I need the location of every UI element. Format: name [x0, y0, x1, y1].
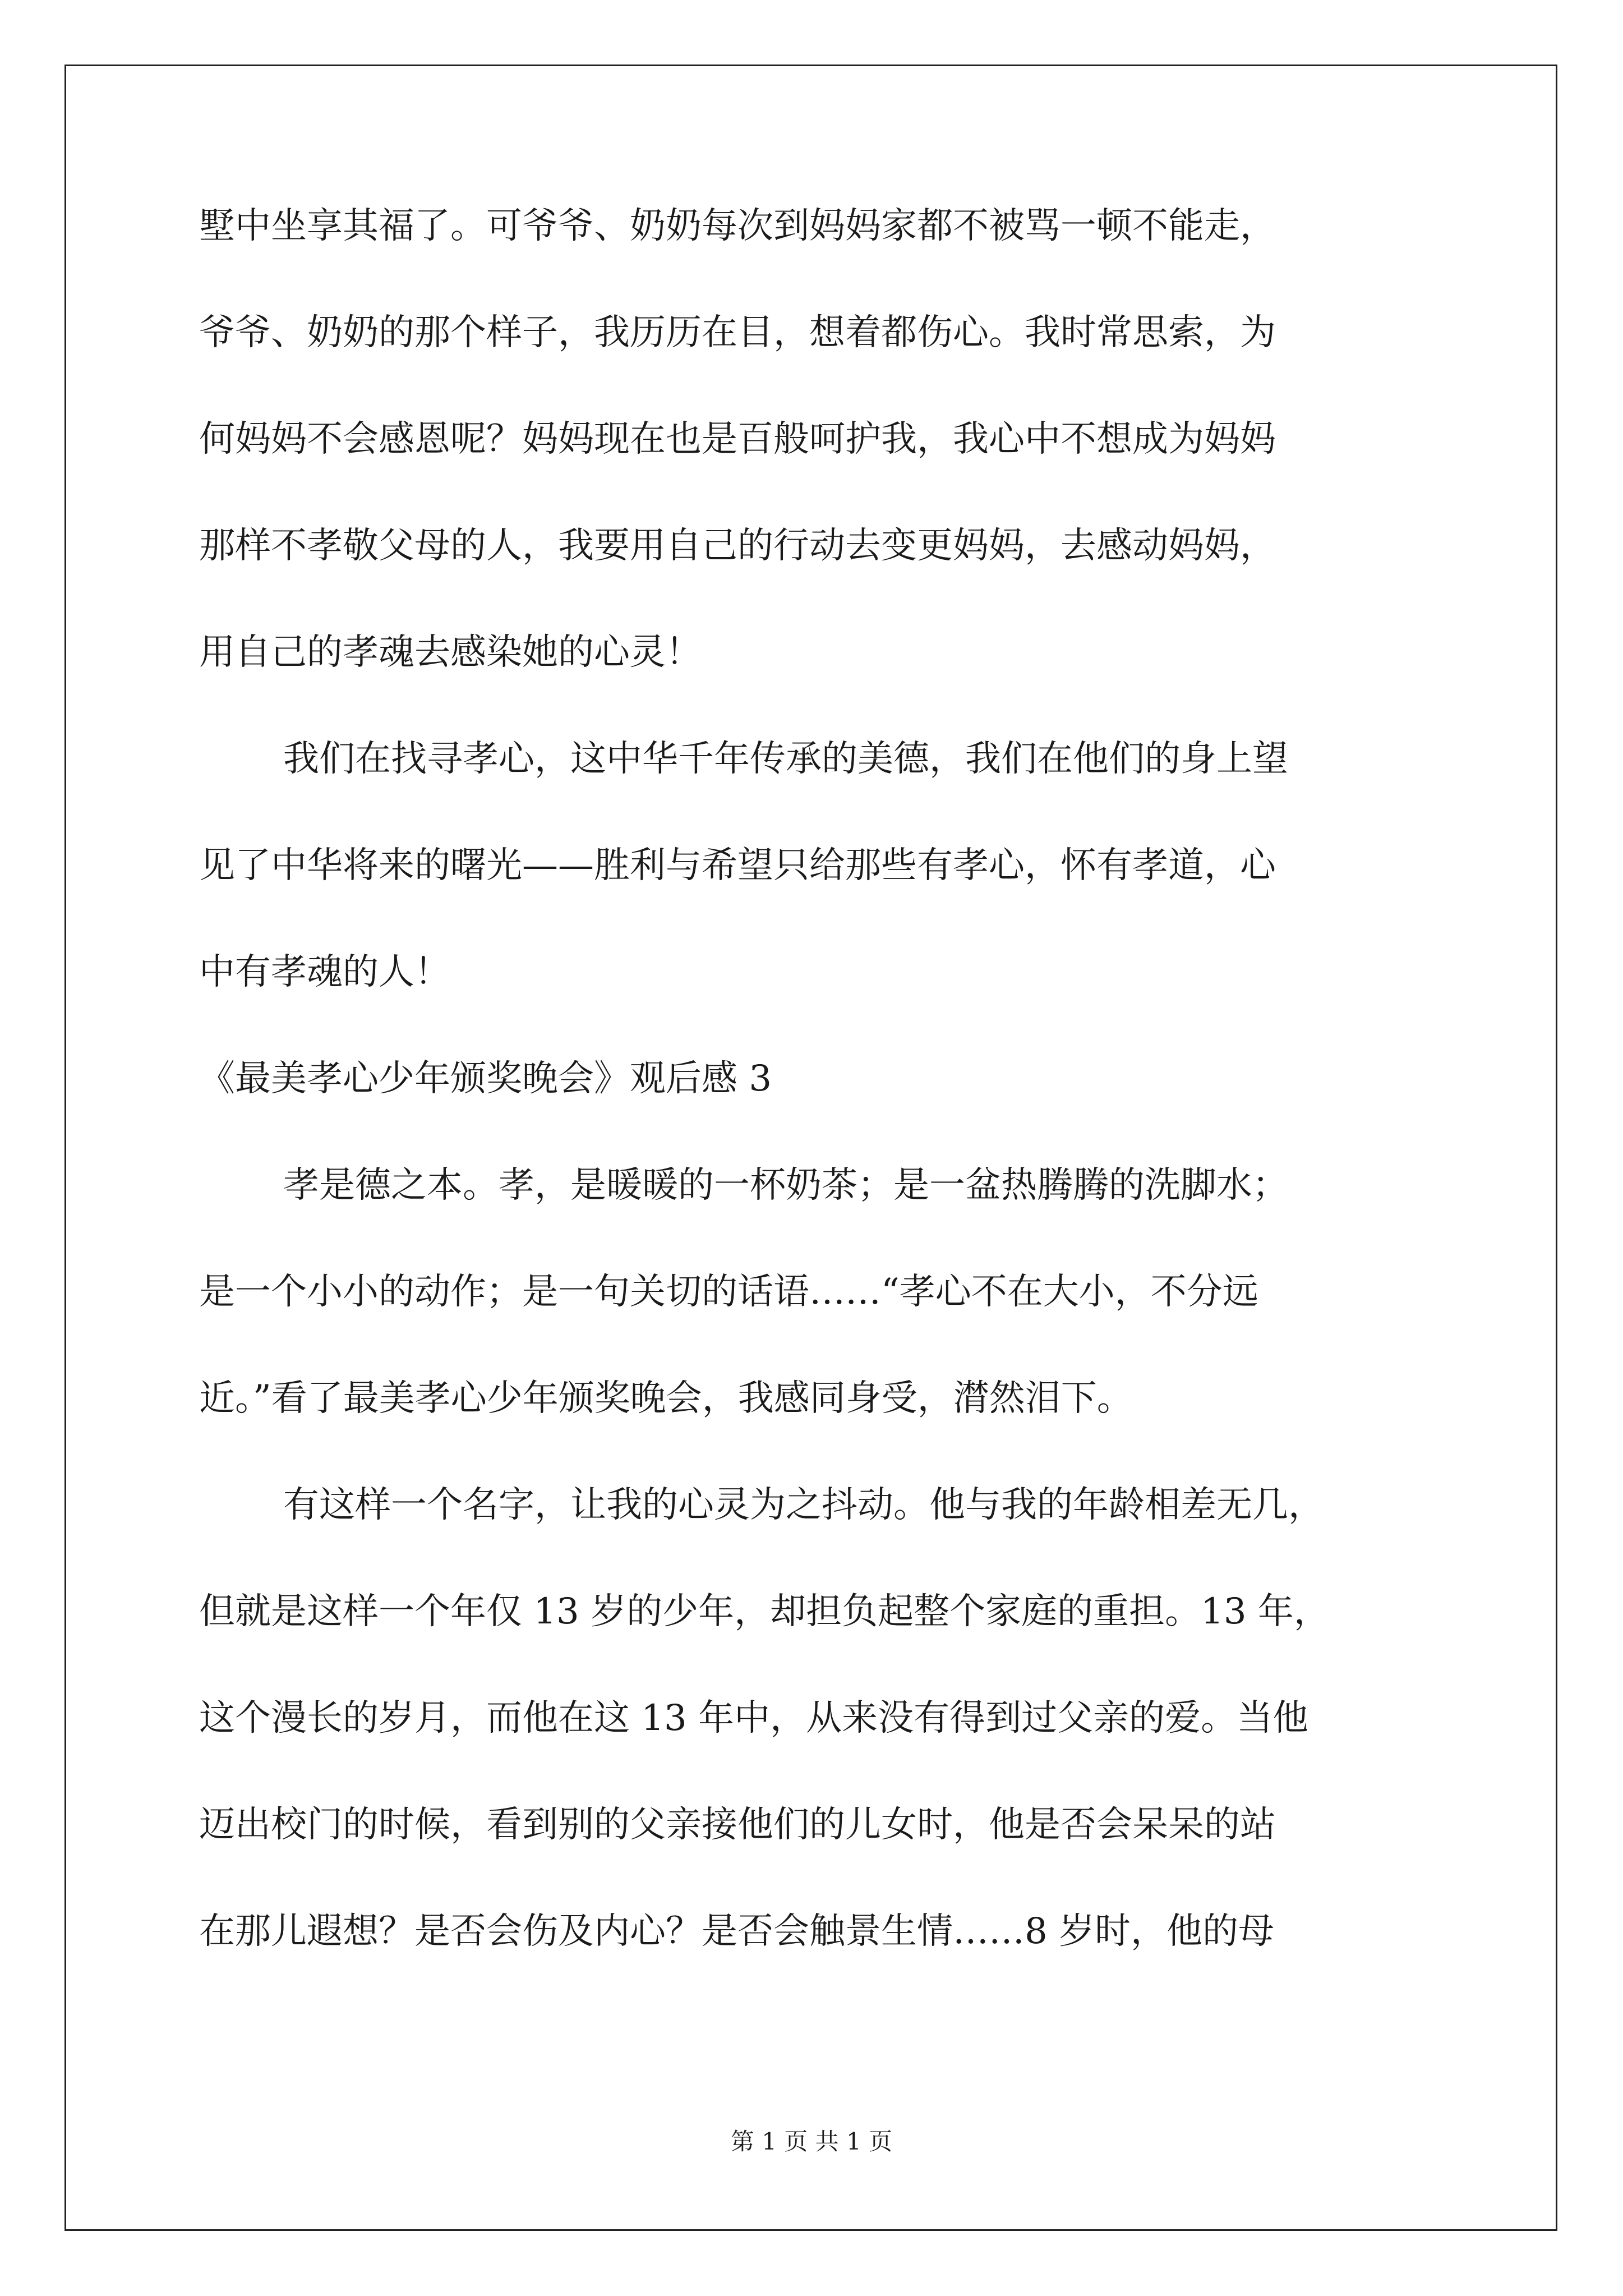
- paragraph-start-line: 我们在找寻孝心，这中华千年传承的美德，我们在他们的身上望: [283, 738, 1288, 780]
- text-line: 中有孝魂的人！: [199, 951, 450, 993]
- text-line: 但就是这样一个年仅 13 岁的少年，却担负起整个家庭的重担。13 年，: [199, 1591, 1330, 1632]
- text-line: 迈出校门的时候，看到别的父亲接他们的儿女时，他是否会呆呆的站: [199, 1804, 1276, 1846]
- text-line: 用自己的孝魂去感染她的心灵！: [199, 632, 702, 673]
- page-footer: 第 1 页 共 1 页: [730, 2128, 893, 2155]
- text-line: 墅中坐享其福了。可爷爷、奶奶每次到妈妈家都不被骂一顿不能走，: [199, 205, 1276, 247]
- paragraph-start-line: 孝是德之本。孝，是暖暖的一杯奶茶；是一盆热腾腾的洗脚水；: [283, 1165, 1288, 1206]
- text-line: 那样不孝敬父母的人，我要用自己的行动去变更妈妈，去感动妈妈，: [199, 525, 1276, 567]
- paragraph-start-line: 有这样一个名字，让我的心灵为之抖动。他与我的年龄相差无几，: [283, 1484, 1324, 1526]
- text-line: 见了中华将来的曙光——胜利与希望只给那些有孝心，怀有孝道，心: [199, 845, 1276, 886]
- section-heading: 《最美孝心少年颁奖晚会》观后感 3: [199, 1058, 772, 1099]
- text-line: 近。”看了最美孝心少年颁奖晚会，我感同身受，潸然泪下。: [199, 1378, 1133, 1419]
- text-line: 在那儿遐想？是否会伤及内心？是否会触景生情……8 岁时，他的母: [199, 1911, 1275, 1952]
- text-line: 爷爷、奶奶的那个样子，我历历在目，想着都伤心。我时常思索，为: [199, 312, 1276, 353]
- text-line: 是一个小小的动作；是一句关切的话语……“孝心不在大小，不分远: [199, 1271, 1258, 1313]
- text-line: 这个漫长的岁月，而他在这 13 年中，从来没有得到过父亲的爱。当他: [199, 1697, 1309, 1739]
- text-line: 何妈妈不会感恩呢？妈妈现在也是百般呵护我，我心中不想成为妈妈: [199, 418, 1276, 460]
